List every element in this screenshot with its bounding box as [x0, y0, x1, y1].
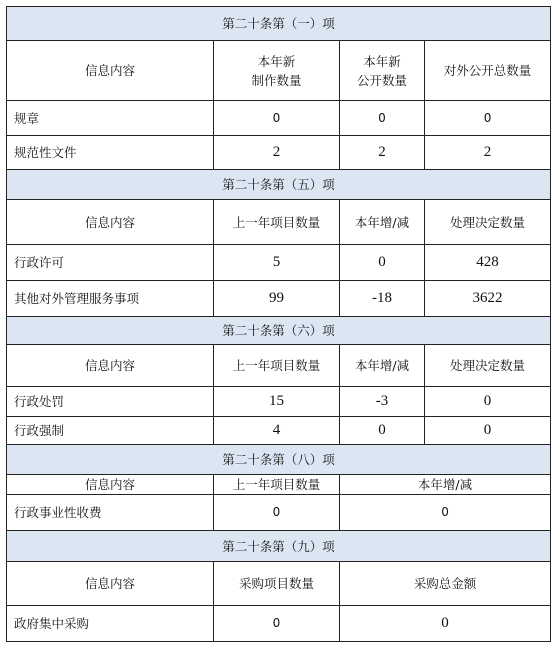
row-label: 规范性文件 — [7, 136, 214, 170]
table-row — [7, 136, 551, 170]
cell-value: 0 — [340, 101, 425, 136]
table-row — [7, 101, 551, 136]
header-info-content: 信息内容 — [7, 562, 214, 606]
cell-value: 2 — [425, 136, 551, 170]
cell-value: 0 — [340, 417, 425, 445]
row-label: 其他对外管理服务事项 — [7, 281, 214, 317]
cell-value: 2 — [340, 136, 425, 170]
header-info-content: 信息内容 — [7, 200, 214, 245]
row-label: 规章 — [7, 101, 214, 136]
section-header-row — [7, 7, 551, 41]
section-title: 第二十条第（一）项 — [7, 7, 551, 41]
table-row — [7, 417, 551, 445]
cell-value: 4 — [214, 417, 340, 445]
header-decision-count: 处理决定数量 — [425, 200, 551, 245]
header-decision-count: 处理决定数量 — [425, 345, 551, 387]
section-title: 第二十条第（五）项 — [7, 170, 551, 200]
header-prev-year-count: 上一年项目数量 — [214, 200, 340, 245]
row-label: 行政许可 — [7, 245, 214, 281]
column-header-row — [7, 562, 551, 606]
cell-value: 0 — [340, 495, 551, 531]
section-header-row — [7, 531, 551, 562]
cell-value: -18 — [340, 281, 425, 317]
cell-value: 0 — [425, 101, 551, 136]
cell-value: 0 — [425, 387, 551, 417]
header-year-change: 本年增/减 — [340, 475, 551, 495]
table-row — [7, 495, 551, 531]
header-new-published-count: 本年新 公开数量 — [340, 41, 425, 101]
header-purchase-total: 采购总金额 — [340, 562, 551, 606]
cell-value: 2 — [214, 136, 340, 170]
header-prev-year-count: 上一年项目数量 — [214, 475, 340, 495]
row-label: 行政事业性收费 — [7, 495, 214, 531]
cell-value: 15 — [214, 387, 340, 417]
cell-value: 0 — [340, 245, 425, 281]
header-info-content: 信息内容 — [7, 41, 214, 101]
disclosure-table — [6, 6, 551, 642]
table-row — [7, 606, 551, 642]
header-info-content: 信息内容 — [7, 475, 214, 495]
header-year-change: 本年增/减 — [340, 345, 425, 387]
section-title: 第二十条第（六）项 — [7, 317, 551, 345]
row-label: 政府集中采购 — [7, 606, 214, 642]
header-total-published-count: 对外公开总数量 — [425, 41, 551, 101]
cell-value: 99 — [214, 281, 340, 317]
section-title: 第二十条第（八）项 — [7, 445, 551, 475]
cell-value: 0 — [340, 606, 551, 642]
section-header-row — [7, 445, 551, 475]
section-title: 第二十条第（九）项 — [7, 531, 551, 562]
header-new-made-count: 本年新 制作数量 — [214, 41, 340, 101]
cell-value: 0 — [425, 417, 551, 445]
cell-value: 5 — [214, 245, 340, 281]
cell-value: 0 — [214, 495, 340, 531]
cell-value: 0 — [214, 101, 340, 136]
section-header-row — [7, 317, 551, 345]
column-header-row — [7, 41, 551, 101]
section-header-row — [7, 170, 551, 200]
header-purchase-count: 采购项目数量 — [214, 562, 340, 606]
cell-value: 3622 — [425, 281, 551, 317]
row-label: 行政强制 — [7, 417, 214, 445]
column-header-row — [7, 475, 551, 495]
cell-value: 0 — [214, 606, 340, 642]
header-year-change: 本年增/减 — [340, 200, 425, 245]
column-header-row — [7, 200, 551, 245]
column-header-row — [7, 345, 551, 387]
row-label: 行政处罚 — [7, 387, 214, 417]
cell-value: -3 — [340, 387, 425, 417]
cell-value: 428 — [425, 245, 551, 281]
header-info-content: 信息内容 — [7, 345, 214, 387]
table-row — [7, 245, 551, 281]
table-row — [7, 281, 551, 317]
table-row — [7, 387, 551, 417]
header-prev-year-count: 上一年项目数量 — [214, 345, 340, 387]
